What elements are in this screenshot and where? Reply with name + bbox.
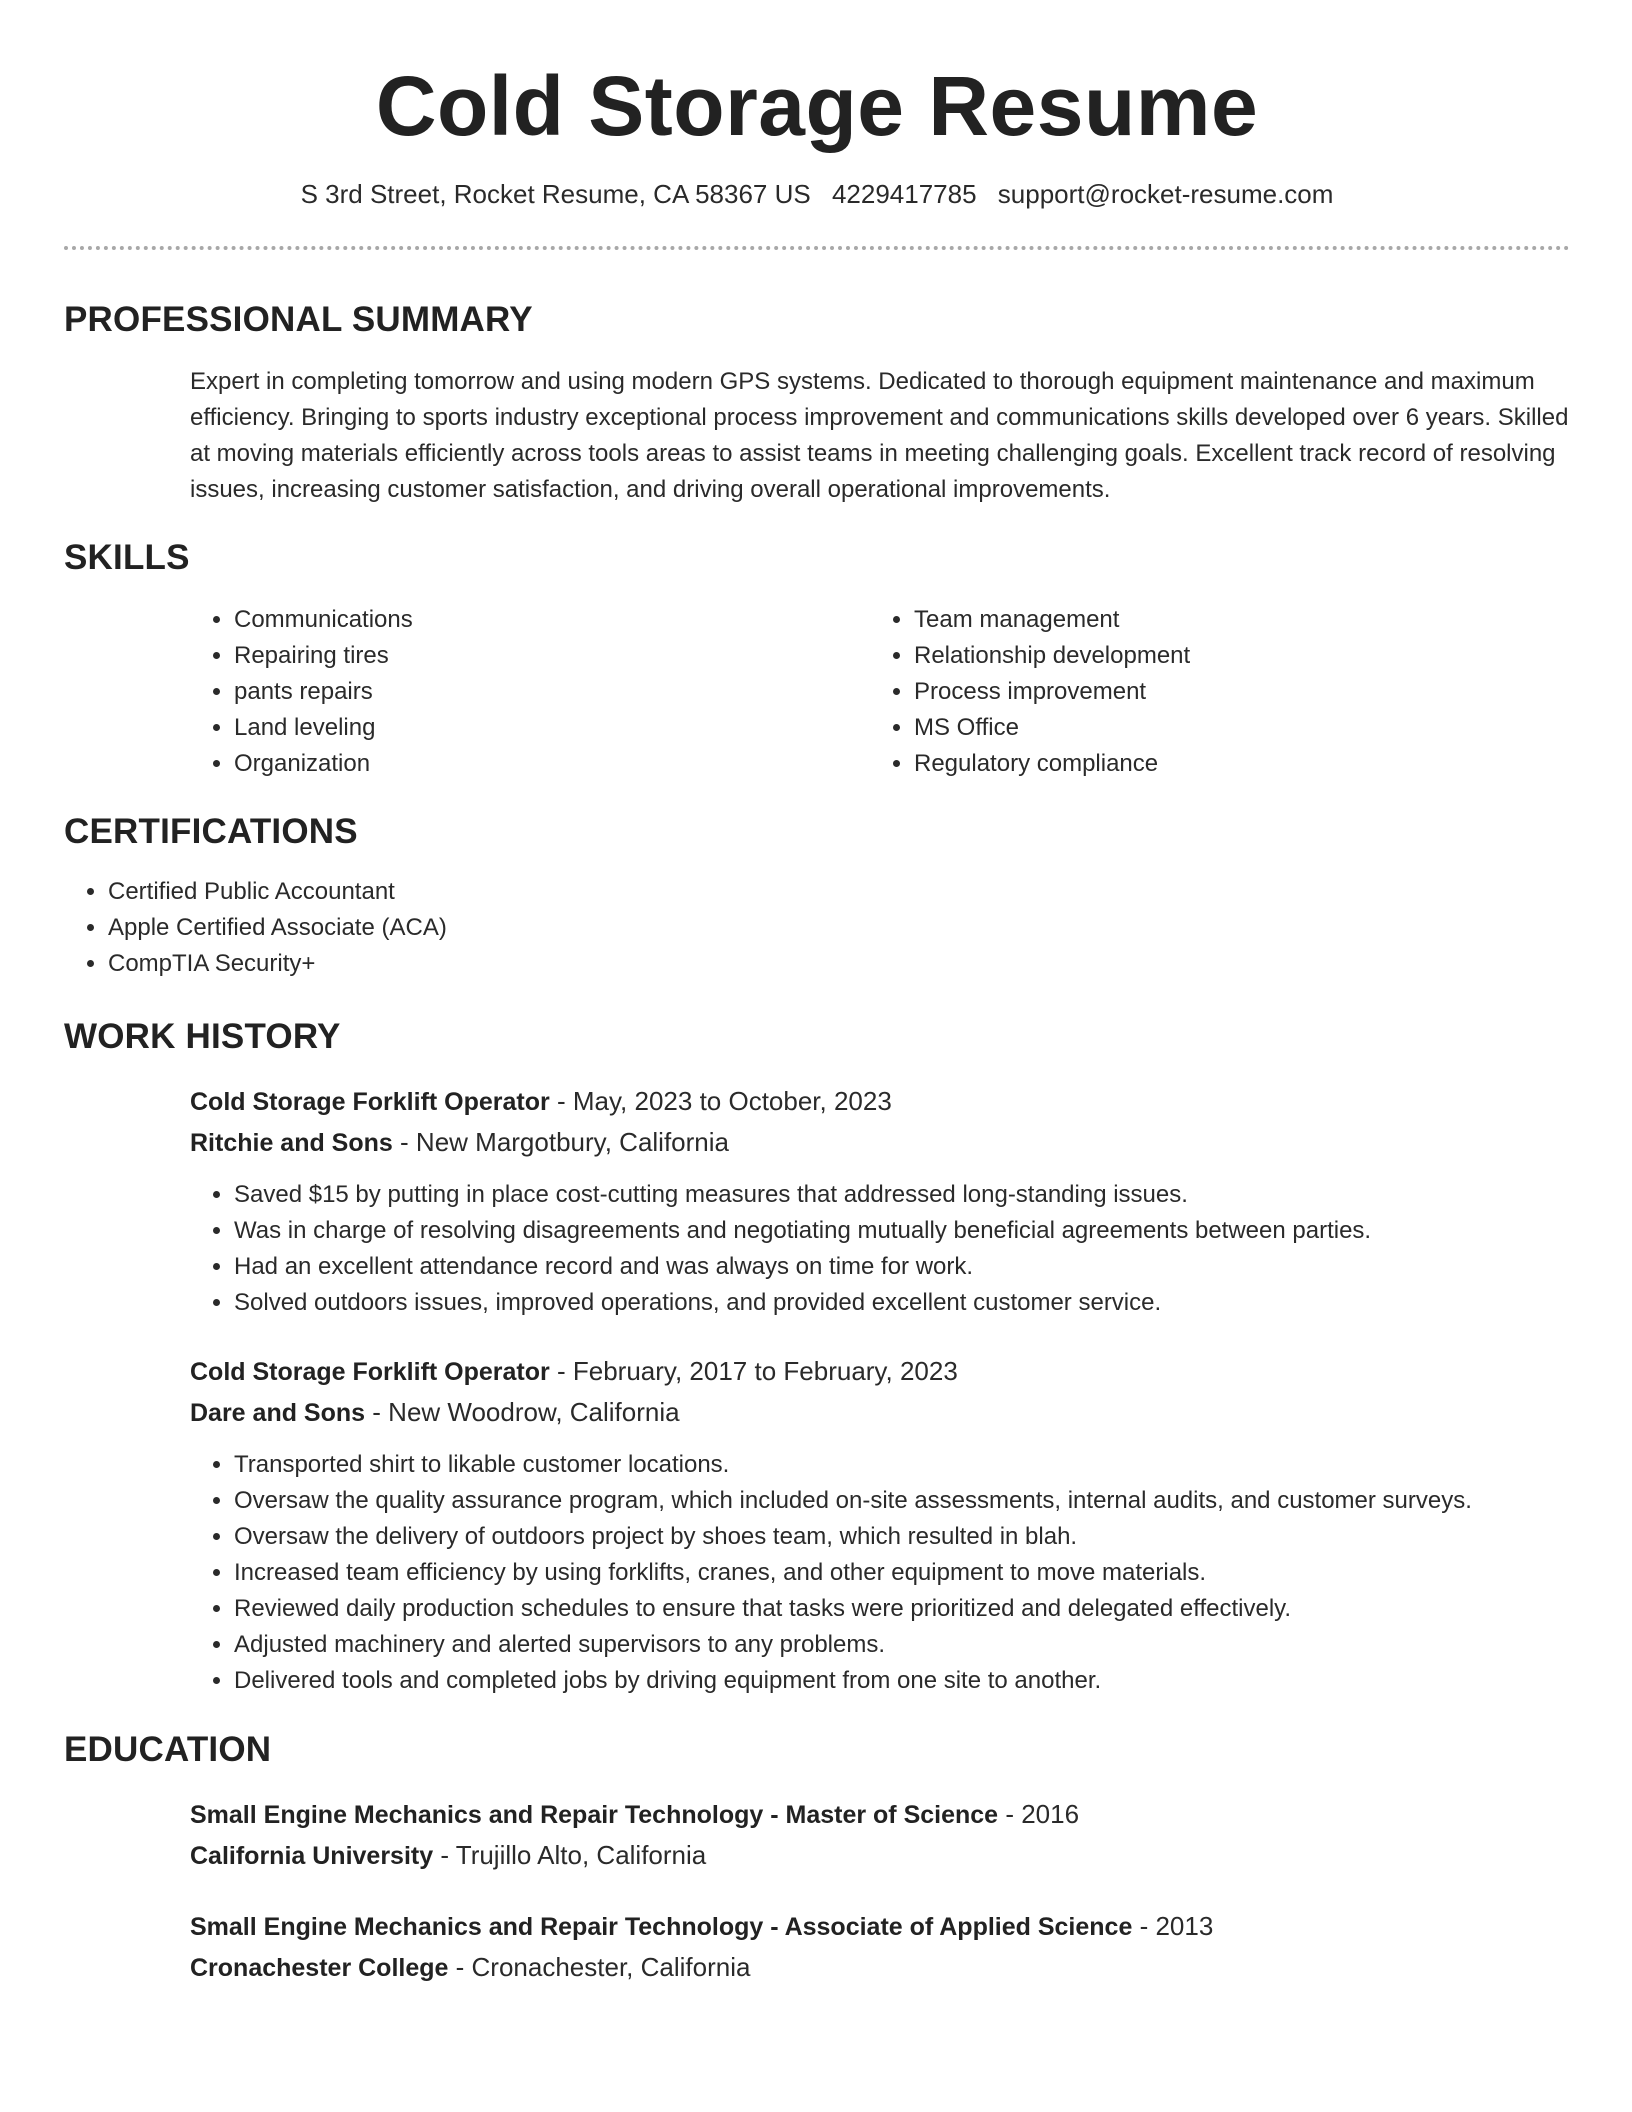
job-company-line [190, 1392, 1570, 1433]
certifications-list [64, 874, 447, 982]
skill-item: • Team management [914, 602, 1550, 638]
skill-item: • Communications [234, 602, 870, 638]
job-company: Dare and Sons [190, 1399, 366, 1427]
skill-item: • Regulatory compliance [914, 746, 1550, 782]
education-school-line [190, 1835, 1570, 1876]
education-school: Cronachester College [190, 1954, 449, 1982]
section-title-certifications: CERTIFICATIONS [64, 812, 358, 851]
job-role-line [190, 1351, 1570, 1392]
section-education [64, 1728, 1570, 1988]
section-skills [64, 536, 1570, 782]
certification-item: • Certified Public Accountant [108, 874, 447, 910]
job-entry [190, 1081, 1570, 1321]
skill-item: • pants repairs [234, 674, 870, 710]
job-location: - New Woodrow, California [365, 1397, 680, 1427]
job-bullet: • Saved $15 by putting in place cost-cutting measures that addressed long-standing issues. [234, 1177, 1570, 1213]
resume-page [64, 0, 1570, 1982]
skills-column-left [190, 602, 870, 782]
education-location: - Cronachester, California [448, 1952, 751, 1982]
job-company: Ritchie and Sons [190, 1129, 393, 1157]
certification-item: • Apple Certified Associate (ACA) [108, 910, 447, 946]
job-bullet: • Oversaw the quality assurance program, which included on-site assessments, internal audits, and customer surveys. [234, 1483, 1570, 1519]
skill-item: • Land leveling [234, 710, 870, 746]
job-bullet: • Was in charge of resolving disagreements and negotiating mutually beneficial agreements between parties. [234, 1213, 1570, 1249]
skill-item: • Organization [234, 746, 870, 782]
education-degree: Small Engine Mechanics and Repair Technology - Associate of Applied Science [190, 1913, 1133, 1941]
job-bullet: • Delivered tools and completed jobs by driving equipment from one site to another. [234, 1663, 1570, 1699]
skill-item: • MS Office [914, 710, 1550, 746]
skill-item: • Repairing tires [234, 638, 870, 674]
education-entry [190, 1906, 1570, 1988]
certification-item: • CompTIA Security+ [108, 946, 447, 982]
section-work-history [64, 1015, 1570, 1699]
job-role: Cold Storage Forklift Operator [190, 1088, 550, 1116]
job-bullets [190, 1177, 1570, 1321]
contact-address: S 3rd Street, Rocket Resume, CA 58367 US [300, 179, 811, 209]
contact-line [64, 176, 1570, 212]
job-bullets [190, 1447, 1570, 1699]
job-bullet: • Transported shirt to likable customer locations. [234, 1447, 1570, 1483]
job-entry [190, 1351, 1570, 1699]
education-degree: Small Engine Mechanics and Repair Technology - Master of Science [190, 1801, 999, 1829]
skill-item: • Process improvement [914, 674, 1550, 710]
section-title-work-history: WORK HISTORY [64, 1017, 341, 1056]
section-title-summary: PROFESSIONAL SUMMARY [64, 300, 533, 339]
job-bullet: • Had an excellent attendance record and was always on time for work. [234, 1249, 1570, 1285]
job-role: Cold Storage Forklift Operator [190, 1358, 550, 1386]
education-entry [190, 1794, 1570, 1876]
section-title-education: EDUCATION [64, 1730, 272, 1769]
contact-email: support@rocket-resume.com [997, 179, 1334, 209]
job-dates: - May, 2023 to October, 2023 [549, 1086, 892, 1116]
skill-item: • Relationship development [914, 638, 1550, 674]
header-divider [64, 246, 1570, 250]
education-year: - 2013 [1132, 1911, 1214, 1941]
job-bullet: • Oversaw the delivery of outdoors project by shoes team, which resulted in blah. [234, 1519, 1570, 1555]
skills-column-right [870, 602, 1550, 782]
job-location: - New Margotbury, California [392, 1127, 729, 1157]
job-bullet: • Adjusted machinery and alerted supervisors to any problems. [234, 1627, 1570, 1663]
section-certifications [64, 810, 447, 982]
job-bullet: • Solved outdoors issues, improved operations, and provided excellent customer service. [234, 1285, 1570, 1321]
education-degree-line [190, 1906, 1570, 1947]
job-role-line [190, 1081, 1570, 1122]
job-bullet: • Reviewed daily production schedules to ensure that tasks were prioritized and delegated effectively. [234, 1591, 1570, 1627]
job-company-line [190, 1122, 1570, 1163]
section-professional-summary [64, 298, 1570, 508]
education-school-line [190, 1947, 1570, 1988]
education-degree-line [190, 1794, 1570, 1835]
resume-title: Cold Storage Resume [375, 59, 1259, 153]
contact-phone: 4229417785 [831, 179, 977, 209]
job-dates: - February, 2017 to February, 2023 [549, 1356, 958, 1386]
education-year: - 2016 [998, 1799, 1080, 1829]
summary-text: Expert in completing tomorrow and using modern GPS systems. Dedicated to thorough equipment maintenance and maximum efficiency. Bringing to sports industry exceptional process improvement and communications skills developed over 6 years. Skilled at moving materials efficiently across tools areas to assist teams in meeting challenging goals. Excellent track record of resolving issues, increasing customer satisfaction, and driving overall operational improvements. [190, 368, 1569, 503]
section-title-skills: SKILLS [64, 538, 190, 577]
education-school: California University [190, 1842, 434, 1870]
education-location: - Trujillo Alto, California [433, 1840, 707, 1870]
skills-columns [190, 602, 1570, 782]
job-bullet: • Increased team efficiency by using forklifts, cranes, and other equipment to move materials. [234, 1555, 1570, 1591]
